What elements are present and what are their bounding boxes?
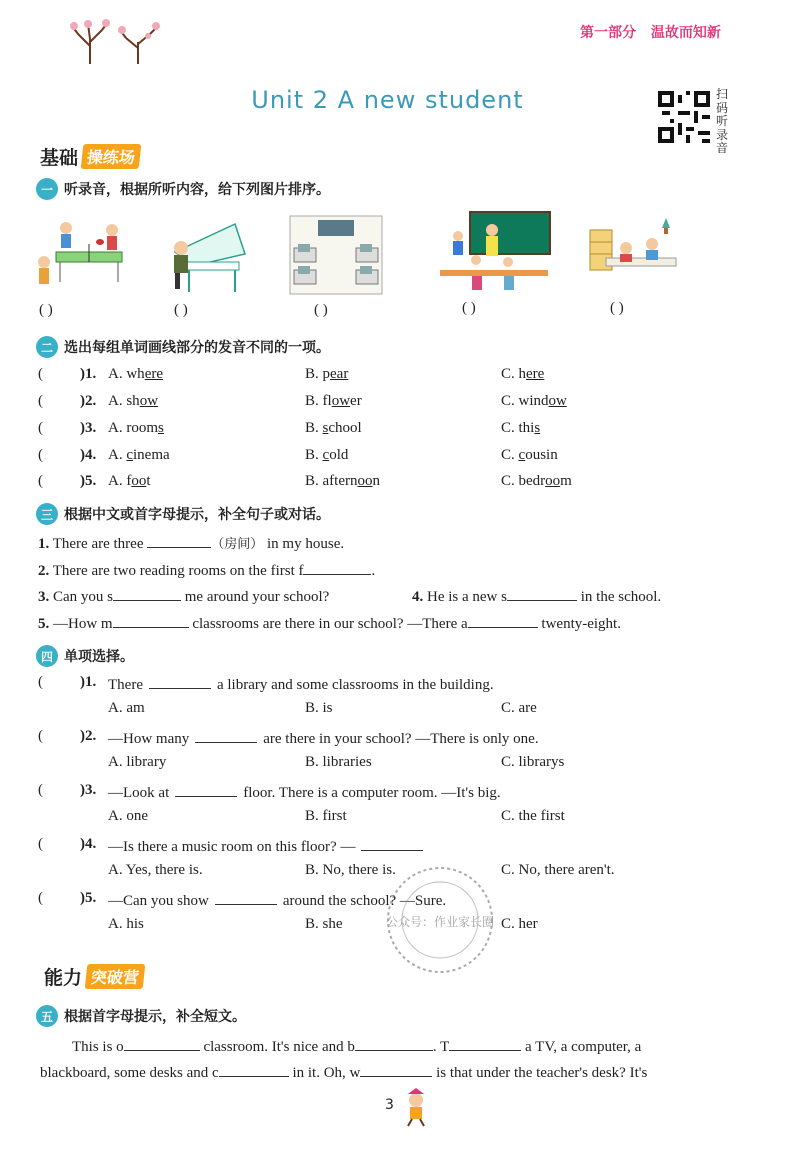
answer-blank[interactable] xyxy=(215,890,277,905)
section-banner-ability xyxy=(44,962,144,990)
answer-paren[interactable]: ( xyxy=(38,473,43,489)
section-3-heading xyxy=(36,503,330,525)
option-word: bedroom xyxy=(518,473,572,489)
option-b[interactable]: B. libraries xyxy=(305,754,372,770)
banner-label: 基础 xyxy=(40,146,79,169)
section-5-heading xyxy=(36,1005,246,1027)
answer-blank[interactable] xyxy=(147,533,211,548)
answer-paren[interactable]: ( xyxy=(38,836,43,852)
answer-blank[interactable] xyxy=(149,674,211,689)
option-c: C. here xyxy=(501,366,545,382)
option-word: show xyxy=(126,393,159,409)
banner-tag: 操练场 xyxy=(81,144,142,169)
banner-tag: 突破营 xyxy=(85,964,146,989)
header-theme: 温故而知新 xyxy=(650,25,721,41)
choice-question xyxy=(0,782,800,832)
question-stem: —Look at floor. There is a computer room. —It's big. xyxy=(108,782,501,802)
option-c: C. window xyxy=(501,393,567,409)
option-a: A. show xyxy=(108,393,159,409)
picture-computer-room xyxy=(288,214,384,296)
option-word: this xyxy=(518,420,541,436)
option-a[interactable]: A. Yes, there is. xyxy=(108,862,203,878)
answer-paren[interactable]: ( xyxy=(38,447,43,463)
option-word: foot xyxy=(126,473,151,489)
question-number: )5. xyxy=(80,890,97,906)
option-word: school xyxy=(322,420,362,436)
question-stem: —How many are there in your school? —There is only one. xyxy=(108,728,539,748)
option-c[interactable]: C. are xyxy=(501,700,537,716)
section-number: 四 xyxy=(36,645,58,667)
page-number: 3 xyxy=(385,1097,394,1113)
picture-library-reading xyxy=(586,214,684,294)
answer-blank[interactable] xyxy=(360,1062,432,1077)
watermark-stamp xyxy=(370,860,510,980)
passage-line-1: This is o classroom. It's nice and b . T a TV, a computer, a xyxy=(72,1036,641,1056)
fill-question-2: 2. There are two reading rooms on the first f . xyxy=(38,560,375,580)
option-c: C. bedroom xyxy=(501,473,572,489)
section-number: 三 xyxy=(36,503,58,525)
answer-paren[interactable]: ( xyxy=(38,728,43,744)
question-stem: There a library and some classrooms in the building. xyxy=(108,674,494,694)
answer-blank[interactable] xyxy=(113,586,181,601)
choice-question xyxy=(0,728,800,778)
answer-paren-3[interactable]: ( ) xyxy=(314,302,328,318)
question-number: )3. xyxy=(80,420,97,436)
answer-paren-2[interactable]: ( ) xyxy=(174,302,188,318)
question-stem: —Can you show around the school? —Sure. xyxy=(108,890,446,910)
stamp-text: 公众号：作业家长圈 xyxy=(385,915,495,929)
answer-paren-1[interactable]: ( ) xyxy=(39,302,53,318)
answer-blank[interactable] xyxy=(449,1036,521,1051)
answer-paren[interactable]: ( xyxy=(38,674,43,690)
question-number: )4. xyxy=(80,447,97,463)
tree-decoration xyxy=(60,14,170,66)
question-number: )1. xyxy=(80,674,97,690)
question-number: )1. xyxy=(80,366,97,382)
banner-label: 能力 xyxy=(44,966,83,989)
option-a: A. foot xyxy=(108,473,151,489)
option-word: cinema xyxy=(126,447,170,463)
fill-question-5: 5. —How m classrooms are there in our school? —There a twenty-eight. xyxy=(38,613,621,633)
option-b[interactable]: B. No, there is. xyxy=(305,862,396,878)
phonics-question xyxy=(0,420,800,442)
section-title: 单项选择。 xyxy=(64,649,134,665)
option-word: flower xyxy=(322,393,362,409)
question-number: )2. xyxy=(80,393,97,409)
option-word: here xyxy=(518,366,545,382)
option-c: C. cousin xyxy=(501,447,558,463)
header-part: 第一部分 xyxy=(580,25,636,41)
answer-blank[interactable] xyxy=(361,836,423,851)
picture-table-tennis xyxy=(34,218,126,296)
option-b: B. school xyxy=(305,420,362,436)
picture-piano xyxy=(165,214,249,296)
option-word: where xyxy=(126,366,163,382)
section-1-heading xyxy=(36,178,330,200)
phonics-question xyxy=(0,393,800,415)
option-a: A. where xyxy=(108,366,163,382)
option-b[interactable]: B. is xyxy=(305,700,333,716)
option-a[interactable]: A. am xyxy=(108,700,145,716)
answer-blank[interactable] xyxy=(355,1036,433,1051)
answer-blank[interactable] xyxy=(113,613,189,628)
answer-blank[interactable] xyxy=(219,1062,289,1077)
option-word: cousin xyxy=(518,447,558,463)
answer-blank[interactable] xyxy=(507,586,577,601)
section-title: 听录音，根据所听内容，给下列图片排序。 xyxy=(64,182,330,198)
option-b: B. pear xyxy=(305,366,349,382)
section-title: 根据中文或首字母提示，补全句子或对话。 xyxy=(64,507,330,523)
option-c[interactable]: C. the first xyxy=(501,808,565,824)
answer-paren-4[interactable]: ( ) xyxy=(462,300,476,316)
option-b[interactable]: B. she xyxy=(305,916,343,932)
qr-caption: 扫码听录音 xyxy=(716,87,729,155)
answer-paren[interactable]: ( xyxy=(38,393,43,409)
answer-paren[interactable]: ( xyxy=(38,782,43,798)
section-title: 根据首字母提示，补全短文。 xyxy=(64,1009,246,1025)
option-word: afternoon xyxy=(322,473,380,489)
option-word: rooms xyxy=(126,420,164,436)
question-number: )3. xyxy=(80,782,97,798)
option-c[interactable]: C. librarys xyxy=(501,754,565,770)
phonics-question xyxy=(0,366,800,388)
answer-paren[interactable]: ( xyxy=(38,420,43,436)
unit-title: Unit 2 A new student xyxy=(251,86,524,114)
section-number: 一 xyxy=(36,178,58,200)
answer-blank[interactable] xyxy=(195,728,257,743)
option-a: A. cinema xyxy=(108,447,170,463)
answer-paren-5[interactable]: ( ) xyxy=(610,300,624,316)
option-b: B. afternoon xyxy=(305,473,380,489)
option-a[interactable]: A. library xyxy=(108,754,167,770)
question-number: )5. xyxy=(80,473,97,489)
question-number: )4. xyxy=(80,836,97,852)
option-a[interactable]: A. one xyxy=(108,808,148,824)
fill-question-3: 3. Can you s me around your school? xyxy=(38,586,329,606)
option-b: B. cold xyxy=(305,447,349,463)
qr-code-icon[interactable] xyxy=(658,91,710,143)
answer-blank[interactable] xyxy=(124,1036,200,1051)
fill-question-1: 1. There are three （房间） in my house. xyxy=(38,533,344,553)
section-title: 选出每组单词画线部分的发音不同的一项。 xyxy=(64,340,330,356)
section-number: 二 xyxy=(36,336,58,358)
option-word: window xyxy=(518,393,567,409)
answer-paren[interactable]: ( xyxy=(38,890,43,906)
option-word: pear xyxy=(322,366,349,382)
answer-blank[interactable] xyxy=(468,613,538,628)
choice-question xyxy=(0,674,800,724)
section-banner-basic xyxy=(40,142,140,170)
option-a[interactable]: A. his xyxy=(108,916,144,932)
phonics-question xyxy=(0,447,800,469)
option-word: cold xyxy=(322,447,349,463)
phonics-question xyxy=(0,473,800,495)
answer-blank[interactable] xyxy=(175,782,237,797)
passage-line-2: blackboard, some desks and c in it. Oh, w is that under the teacher's desk? It's xyxy=(40,1062,647,1082)
mascot-icon xyxy=(398,1088,434,1128)
question-number: )2. xyxy=(80,728,97,744)
section-2-heading xyxy=(36,336,330,358)
section-4-heading xyxy=(36,645,134,667)
option-b: B. flower xyxy=(305,393,362,409)
page-header xyxy=(580,22,731,42)
option-c[interactable]: C. No, there aren't. xyxy=(501,862,615,878)
answer-blank[interactable] xyxy=(303,560,371,575)
picture-classroom-teacher xyxy=(436,210,552,296)
option-c: C. this xyxy=(501,420,541,436)
fill-question-4: 4. He is a new s in the school. xyxy=(412,586,661,606)
answer-paren[interactable]: ( xyxy=(38,366,43,382)
question-stem: —Is there a music room on this floor? — xyxy=(108,836,429,856)
option-b[interactable]: B. first xyxy=(305,808,347,824)
section-number: 五 xyxy=(36,1005,58,1027)
option-c[interactable]: C. her xyxy=(501,916,538,932)
option-a: A. rooms xyxy=(108,420,164,436)
